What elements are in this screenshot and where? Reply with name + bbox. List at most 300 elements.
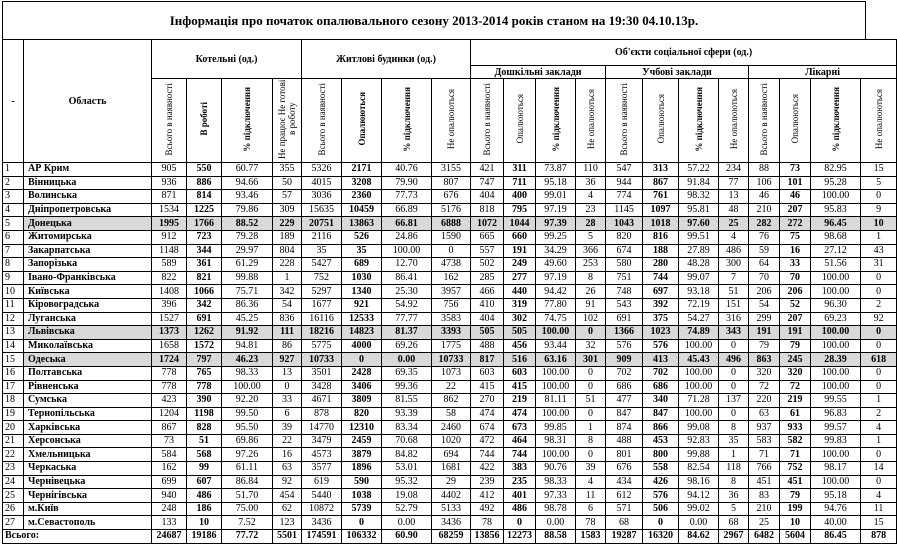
table-cell: 93.46 [222, 190, 273, 204]
table-cell: 99.36 [382, 380, 432, 394]
row-number: 15 [3, 353, 24, 367]
table-cell: 9 [861, 203, 897, 217]
table-cell: 847 [643, 407, 679, 421]
table-cell: 674 [606, 244, 643, 258]
table-cell: 309 [273, 203, 302, 217]
table-cell: 0 [861, 380, 897, 394]
table-cell: 25.30 [382, 285, 432, 299]
table-cell: 101 [780, 176, 811, 190]
table-cell: 686 [606, 380, 643, 394]
table-cell: 46.23 [222, 353, 273, 367]
row-number: 22 [3, 448, 24, 462]
table-cell: 99.50 [222, 407, 273, 421]
total-cell: 19186 [187, 530, 222, 544]
table-cell: 492 [471, 502, 504, 516]
table-cell: 46 [780, 190, 811, 204]
table-cell: 3036 [302, 190, 342, 204]
table-cell: 2360 [342, 190, 382, 204]
table-cell: 1204 [152, 407, 187, 421]
table-cell: 8 [576, 271, 606, 285]
total-cell: 19287 [606, 530, 643, 544]
table-cell: 607 [187, 475, 222, 489]
table-cell: 0 [861, 475, 897, 489]
table-cell: 69.26 [382, 339, 432, 353]
table-cell: 95.81 [679, 203, 719, 217]
table-cell: 1044 [504, 217, 536, 231]
table-cell: 51.56 [811, 258, 861, 272]
table-cell: 4000 [342, 339, 382, 353]
table-cell: 933 [780, 421, 811, 435]
table-cell: 302 [504, 312, 536, 326]
table-cell: 699 [152, 475, 187, 489]
region-name: Луганська [24, 312, 152, 326]
table-cell: 45.25 [222, 312, 273, 326]
row-number: 13 [3, 326, 24, 340]
row-number: 8 [3, 258, 24, 272]
table-cell: 778 [187, 380, 222, 394]
row-number: 12 [3, 312, 24, 326]
region-name: АР Крим [24, 163, 152, 177]
table-cell: 100.00 [811, 285, 861, 299]
table-cell: 0 [576, 407, 606, 421]
table-cell: 464 [504, 434, 536, 448]
table-cell: 550 [187, 163, 222, 177]
table-cell: 0 [576, 448, 606, 462]
table-cell: 383 [504, 462, 536, 476]
table-cell: 571 [606, 502, 643, 516]
table-cell: 1038 [342, 489, 382, 503]
table-cell: 66.89 [382, 203, 432, 217]
table-cell: 100.00 [811, 475, 861, 489]
table-cell: 486 [504, 502, 536, 516]
row-number: 20 [3, 421, 24, 435]
table-cell: 694 [432, 448, 471, 462]
table-row [3, 230, 897, 244]
table-row [3, 421, 897, 435]
table-cell: 319 [504, 298, 536, 312]
table-cell: 797 [187, 353, 222, 367]
table-cell: 52 [780, 298, 811, 312]
col-preschool-total: Всього в наявності [471, 79, 504, 163]
table-cell: 24.86 [382, 230, 432, 244]
table-cell: 280 [643, 258, 679, 272]
table-cell: 944 [606, 176, 643, 190]
row-number: 23 [3, 462, 24, 476]
table-row [3, 203, 897, 217]
table-cell: 488 [606, 434, 643, 448]
table-cell: 54.27 [679, 312, 719, 326]
table-cell: 97.19 [536, 271, 576, 285]
table-cell: 1 [861, 434, 897, 448]
table-cell: 100.00 [222, 380, 273, 394]
total-cell: 24687 [152, 530, 187, 544]
table-cell: 1527 [152, 312, 187, 326]
header-region: Область [24, 40, 152, 163]
table-cell: 3879 [342, 448, 382, 462]
table-cell: 235 [504, 475, 536, 489]
table-cell: 99.88 [679, 448, 719, 462]
table-cell: 1018 [643, 217, 679, 231]
table-cell: 590 [342, 475, 382, 489]
table-cell: 100.00 [679, 339, 719, 353]
table-cell: 4573 [302, 448, 342, 462]
table-cell: 547 [606, 163, 643, 177]
table-cell: 453 [643, 434, 679, 448]
table-cell: 3577 [302, 462, 342, 476]
table-cell: 1724 [152, 353, 187, 367]
table-cell: 756 [432, 298, 471, 312]
table-cell: 5 [719, 502, 749, 516]
table-cell: 191 [504, 244, 536, 258]
table-cell: 62 [273, 502, 302, 516]
row-number: 3 [3, 190, 24, 204]
table-cell: 73 [152, 434, 187, 448]
table-cell: 99.07 [679, 271, 719, 285]
col-houses-not-heated: Не опалюються [432, 79, 471, 163]
table-cell: 413 [643, 353, 679, 367]
table-cell: 434 [606, 475, 643, 489]
table-cell: 410 [471, 298, 504, 312]
row-number: 18 [3, 394, 24, 408]
table-row [3, 258, 897, 272]
table-cell: 0 [342, 516, 382, 530]
table-cell: 93.18 [679, 285, 719, 299]
table-cell: 5297 [302, 285, 342, 299]
table-cell: 95.50 [222, 421, 273, 435]
table-row [3, 217, 897, 231]
table-cell: 95.32 [382, 475, 432, 489]
table-cell: 46 [749, 190, 780, 204]
table-cell: 320 [780, 366, 811, 380]
table-cell: 34.29 [536, 244, 576, 258]
table-cell: 74.89 [679, 326, 719, 340]
total-cell: 68259 [432, 530, 471, 544]
table-cell: 15 [861, 516, 897, 530]
table-cell: 219 [504, 394, 536, 408]
table-cell: 822 [152, 271, 187, 285]
table-cell: 94.76 [811, 502, 861, 516]
table-cell: 0 [719, 366, 749, 380]
table-cell: 751 [606, 271, 643, 285]
table-cell: 576 [606, 339, 643, 353]
total-cell: 2967 [719, 530, 749, 544]
table-cell: 59 [749, 244, 780, 258]
region-name: Дніпропетровська [24, 203, 152, 217]
total-cell: 12273 [504, 530, 536, 544]
table-cell: 207 [780, 203, 811, 217]
table-cell: 77.77 [382, 312, 432, 326]
table-cell: 426 [643, 475, 679, 489]
table-cell: 1340 [342, 285, 382, 299]
table-row [3, 502, 897, 516]
table-cell: 1995 [152, 217, 187, 231]
table-cell: 100.00 [536, 407, 576, 421]
table-cell: 603 [471, 366, 504, 380]
table-cell: 804 [273, 244, 302, 258]
table-cell: 583 [749, 434, 780, 448]
table-cell: 765 [187, 366, 222, 380]
table-cell: 0 [643, 516, 679, 530]
table-cell: 1198 [187, 407, 222, 421]
table-cell: 340 [643, 394, 679, 408]
row-number: 2 [3, 176, 24, 190]
table-cell: 36 [576, 176, 606, 190]
table-cell: 752 [780, 462, 811, 476]
table-cell: 63 [749, 407, 780, 421]
table-cell: 206 [749, 285, 780, 299]
table-cell: 814 [187, 190, 222, 204]
table-cell: 100.00 [811, 380, 861, 394]
col-boilers-not-ready: Не працює Не готові в роботу [273, 79, 302, 163]
table-row [3, 163, 897, 177]
table-cell: 3436 [302, 516, 342, 530]
region-name: Донецька [24, 217, 152, 231]
table-cell: 99.08 [679, 421, 719, 435]
table-cell: 40.76 [382, 163, 432, 177]
table-cell: 2428 [342, 366, 382, 380]
table-row [3, 353, 897, 367]
table-cell: 99.88 [222, 271, 273, 285]
table-row [3, 326, 897, 340]
table-cell: 821 [187, 271, 222, 285]
table-cell: 301 [576, 353, 606, 367]
table-cell: 270 [471, 394, 504, 408]
table-cell: 98.17 [811, 462, 861, 476]
region-name: Сумська [24, 394, 152, 408]
row-number: 5 [3, 217, 24, 231]
table-cell: 451 [749, 475, 780, 489]
table-cell: 505 [504, 326, 536, 340]
col-preschool-pct: % підключення [536, 79, 576, 163]
total-cell: 174591 [302, 530, 342, 544]
table-cell: 912 [152, 230, 187, 244]
col-preschool-not-heated: Не опалюються [576, 79, 606, 163]
table-cell: 72 [749, 380, 780, 394]
region-name: Одеська [24, 353, 152, 367]
table-cell: 66.81 [382, 217, 432, 231]
table-cell: 188 [643, 244, 679, 258]
table-cell: 57 [273, 190, 302, 204]
table-cell: 51.70 [222, 489, 273, 503]
table-cell: 248 [152, 502, 187, 516]
table-cell: 477 [606, 394, 643, 408]
table-cell: 5133 [432, 502, 471, 516]
table-row [3, 190, 897, 204]
table-cell: 96.83 [811, 407, 861, 421]
table-cell: 557 [471, 244, 504, 258]
table-cell: 35 [342, 244, 382, 258]
table-cell: 99.85 [536, 421, 576, 435]
table-cell: 6888 [432, 217, 471, 231]
col-schools-not-heated: Не опалюються [719, 79, 749, 163]
table-cell: 32 [576, 339, 606, 353]
table-cell: 0 [719, 407, 749, 421]
table-cell: 1534 [152, 203, 187, 217]
table-cell: 6 [576, 502, 606, 516]
table-cell: 207 [780, 312, 811, 326]
table-cell: 48 [719, 203, 749, 217]
total-cell: 84.62 [679, 530, 719, 544]
table-cell: 1 [576, 421, 606, 435]
table-cell: 582 [780, 434, 811, 448]
table-cell: 16116 [302, 312, 342, 326]
table-cell: 53.01 [382, 462, 432, 476]
table-cell: 752 [302, 271, 342, 285]
table-cell: 239 [471, 475, 504, 489]
table-cell: 937 [749, 421, 780, 435]
row-number: 1 [3, 163, 24, 177]
table-cell: 94.42 [536, 285, 576, 299]
table-cell: 82.54 [679, 462, 719, 476]
col-boilers-total: Всього в наявності [152, 79, 187, 163]
table-cell: 415 [504, 380, 536, 394]
table-row [3, 489, 897, 503]
table-cell: 81.55 [382, 394, 432, 408]
table-cell: 110 [576, 163, 606, 177]
table-cell: 526 [342, 230, 382, 244]
table-cell: 766 [749, 462, 780, 476]
table-cell: 343 [719, 326, 749, 340]
table-cell: 1262 [187, 326, 222, 340]
col-houses-pct: % підключення [382, 79, 432, 163]
table-cell: 63.16 [536, 353, 576, 367]
table-cell: 3583 [432, 312, 471, 326]
table-cell: 96.30 [811, 298, 861, 312]
table-cell: 69.23 [811, 312, 861, 326]
row-number: 26 [3, 502, 24, 516]
table-cell: 940 [152, 489, 187, 503]
table-cell: 2 [861, 407, 897, 421]
table-cell: 747 [471, 176, 504, 190]
table-cell: 28.39 [811, 353, 861, 367]
total-cell: 60.90 [382, 530, 432, 544]
table-cell: 29.97 [222, 244, 273, 258]
table-cell: 29 [432, 475, 471, 489]
table-cell: 456 [504, 339, 536, 353]
table-cell: 828 [187, 421, 222, 435]
table-cell: 93.44 [536, 339, 576, 353]
table-cell: 16 [273, 448, 302, 462]
table-cell: 100.00 [382, 244, 432, 258]
table-cell: 2 [861, 298, 897, 312]
region-name: Чернівецька [24, 475, 152, 489]
table-cell: 673 [504, 421, 536, 435]
table-row [3, 434, 897, 448]
table-cell: 27.89 [679, 244, 719, 258]
table-cell: 516 [504, 353, 536, 367]
table-cell: 421 [471, 163, 504, 177]
table-cell: 15635 [302, 203, 342, 217]
table-cell: 100.00 [679, 380, 719, 394]
table-cell: 210 [749, 203, 780, 217]
table-cell: 100.00 [811, 366, 861, 380]
table-row [3, 271, 897, 285]
table-cell: 277 [504, 271, 536, 285]
table-cell: 75 [780, 230, 811, 244]
col-boilers-pct: % підключення [222, 79, 273, 163]
table-cell: 1148 [152, 244, 187, 258]
table-cell: 40.00 [811, 516, 861, 530]
table-cell: 801 [606, 448, 643, 462]
table-row [3, 407, 897, 421]
region-name: Рівненська [24, 380, 152, 394]
region-name: Київська [24, 285, 152, 299]
table-cell: 162 [432, 271, 471, 285]
table-cell: 71 [749, 448, 780, 462]
table-cell: 3501 [302, 366, 342, 380]
table-cell: 1 [273, 271, 302, 285]
table-cell: 23 [576, 203, 606, 217]
table-cell: 79 [749, 339, 780, 353]
table-cell: 73 [780, 163, 811, 177]
table-cell: 70 [780, 271, 811, 285]
table-cell: 0 [576, 380, 606, 394]
table-cell: 817 [471, 353, 504, 367]
col-boilers-working: В роботі [187, 79, 222, 163]
table-cell: 0 [432, 244, 471, 258]
row-number: 11 [3, 298, 24, 312]
table-cell: 206 [780, 285, 811, 299]
table-cell: 8 [719, 475, 749, 489]
table-cell: 71.28 [679, 394, 719, 408]
table-cell: 98.78 [536, 502, 576, 516]
table-cell: 8 [719, 421, 749, 435]
col-houses-heated: Опалюються [342, 79, 382, 163]
table-cell: 27.12 [811, 244, 861, 258]
row-number: 14 [3, 339, 24, 353]
table-cell: 39 [273, 421, 302, 435]
table-cell: 14770 [302, 421, 342, 435]
region-name: Вінницька [24, 176, 152, 190]
col-hospitals-pct: % підключення [811, 79, 861, 163]
table-cell: 1681 [432, 462, 471, 476]
table-cell: 229 [273, 217, 302, 231]
table-cell: 396 [152, 298, 187, 312]
table-row [3, 475, 897, 489]
table-cell: 73.87 [536, 163, 576, 177]
table-cell: 79.86 [222, 203, 273, 217]
table-cell: 505 [471, 326, 504, 340]
total-cell: 878 [861, 530, 897, 544]
table-cell: 3155 [432, 163, 471, 177]
table-cell: 63 [273, 462, 302, 476]
table-cell: 10872 [302, 502, 342, 516]
table-cell: 316 [719, 312, 749, 326]
table-cell: 0 [861, 271, 897, 285]
table-cell: 905 [152, 163, 187, 177]
table-cell: 3479 [302, 434, 342, 448]
table-cell: 558 [643, 462, 679, 476]
total-cell: 88.58 [536, 530, 576, 544]
table-cell: 454 [273, 489, 302, 503]
table-cell: 1225 [187, 203, 222, 217]
table-cell: 3957 [432, 285, 471, 299]
table-cell: 2460 [432, 421, 471, 435]
table-cell: 100.00 [679, 366, 719, 380]
table-cell: 818 [471, 203, 504, 217]
table-cell: 674 [471, 421, 504, 435]
table-cell: 702 [643, 366, 679, 380]
table-cell: 10 [187, 516, 222, 530]
region-name: Черкаська [24, 462, 152, 476]
table-cell: 867 [152, 421, 187, 435]
table-cell: 100.00 [536, 366, 576, 380]
table-cell: 0.00 [536, 516, 576, 530]
table-cell: 100.00 [811, 190, 861, 204]
table-cell: 697 [643, 285, 679, 299]
table-cell: 61.29 [222, 258, 273, 272]
table-cell: 300 [719, 258, 749, 272]
